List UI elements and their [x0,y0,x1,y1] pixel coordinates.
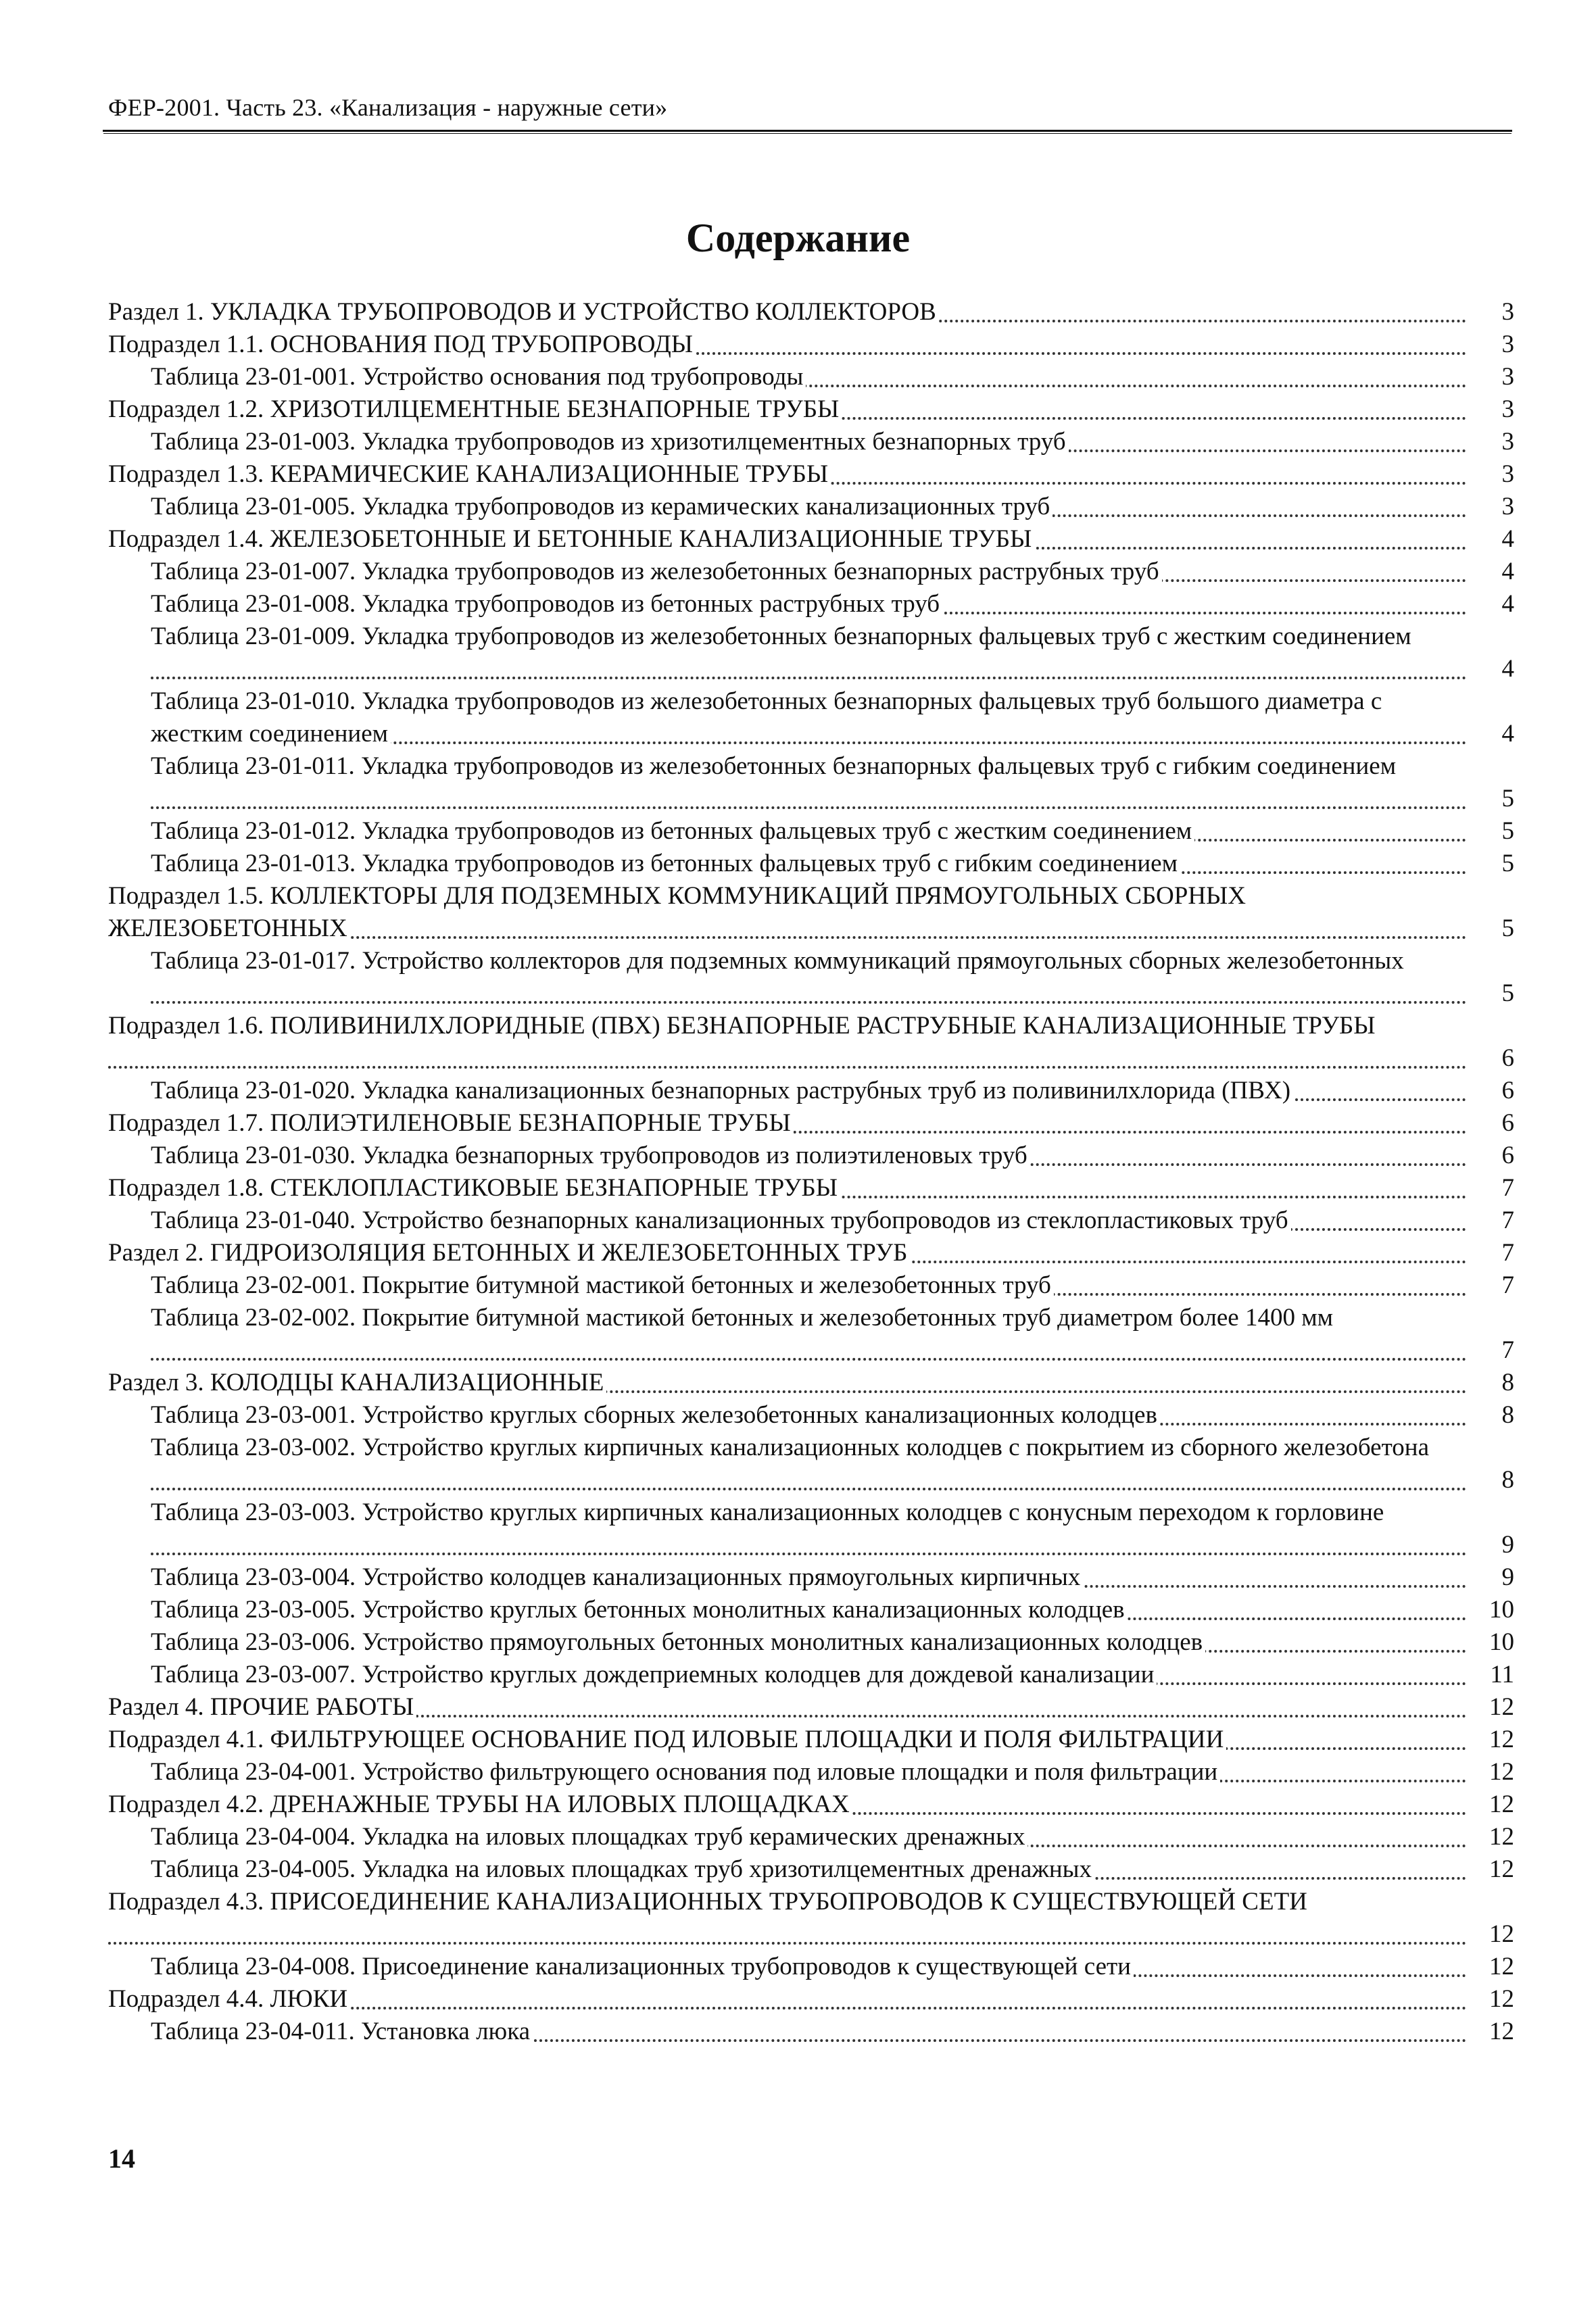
toc-entry-page: 12 [1489,1693,1514,1721]
toc-entry-page: 6 [1501,1044,1514,1072]
toc-entry [108,1788,1514,1821]
dot-leader [151,806,1467,809]
toc-entry [151,685,1514,750]
toc-entry-text: Раздел 1. УКЛАДКА ТРУБОПРОВОДОВ И УСТРОЙСТВО КОЛЛЕКТОРОВ [108,298,939,326]
toc-entry [151,848,1514,880]
toc-entry [151,361,1514,393]
toc-entry-page: 3 [1501,493,1514,520]
toc-entry-text: Подраздел 4.1. ФИЛЬТРУЮЩЕЕ ОСНОВАНИЕ ПОД ИЛОВЫЕ ПЛОЩАДКИ И ПОЛЯ ФИЛЬТРАЦИИ [108,1726,1226,1753]
toc-entry [151,1302,1514,1367]
toc-entry [108,1237,1514,1269]
toc-entry [108,296,1514,328]
toc-entry [151,1756,1514,1788]
toc-entry-page: 4 [1501,525,1514,553]
toc-entry-text: Таблица 23-02-001. Покрытие битумной мастикой бетонных и железобетонных труб [151,1271,1054,1299]
toc-entry-text: Таблица 23-01-007. Укладка трубопроводов из железобетонных безнапорных раструбных труб [151,558,1162,585]
toc-entry-text: Таблица 23-03-006. Устройство прямоугольных бетонных монолитных канализационных колодцев [151,1628,1205,1656]
toc-entry [108,328,1514,361]
toc-entry-text: Подраздел 1.2. ХРИЗОТИЛЦЕМЕНТНЫЕ БЕЗНАПОРНЫЕ ТРУБЫ [108,395,842,423]
toc-entry-page: 12 [1489,1823,1514,1851]
toc-entry [151,1853,1514,1886]
toc-entry [108,1107,1514,1140]
toc-entry-text: Подраздел 1.7. ПОЛИЭТИЛЕНОВЫЕ БЕЗНАПОРНЫЕ ТРУБЫ [108,1109,794,1137]
toc-entry-text: Таблица 23-03-003. Устройство круглых кирпичных канализационных колодцев с конусным переходом к горловине [151,1498,1386,1526]
toc-entry-page: 7 [1501,1207,1514,1234]
toc-entry [108,1983,1514,2016]
toc-entry [151,750,1514,815]
toc-entry [151,1432,1514,1496]
toc-entry-text: Таблица 23-01-005. Укладка трубопроводов из керамических канализационных труб [151,493,1053,520]
toc-entry-page: 10 [1489,1628,1514,1656]
toc-entry [151,1140,1514,1172]
toc-entry [108,458,1514,491]
toc-entry-page: 3 [1501,428,1514,456]
dot-leader [108,1942,1467,1945]
toc-entry-page: 4 [1501,590,1514,618]
toc-entry-page: 7 [1501,1271,1514,1299]
toc-entry-page: 12 [1489,2018,1514,2045]
toc-entry-page: 8 [1501,1466,1514,1494]
toc-entry-page: 12 [1489,1726,1514,1753]
toc-entry-text: Таблица 23-01-001. Устройство основания под трубопроводы [151,363,806,391]
toc-entry [151,1821,1514,1853]
toc-entry-page: 7 [1501,1174,1514,1202]
toc-entry-text: Таблица 23-01-017. Устройство коллекторов для подземных коммуникаций прямоугольных сборных железобетонных [151,947,1407,975]
toc-entry [151,556,1514,588]
toc-entry [151,2016,1514,2048]
page-number: 14 [108,2143,135,2174]
dot-leader [151,1488,1467,1490]
toc-entry-page: 3 [1501,460,1514,488]
toc-entry-page: 3 [1501,395,1514,423]
toc-entry-page: 4 [1501,720,1514,748]
toc-entry-page: 6 [1501,1109,1514,1137]
toc-entry-text: Таблица 23-03-007. Устройство круглых дождеприемных колодцев для дождевой канализации [151,1661,1157,1688]
toc-entry-page: 9 [1501,1563,1514,1591]
toc-entry-text: Таблица 23-04-008. Присоединение канализационных трубопроводов к существующей сети [151,1953,1134,1980]
dot-leader [151,1553,1467,1555]
toc-entry-text: Подраздел 1.4. ЖЕЛЕЗОБЕТОННЫЕ И БЕТОННЫЕ КАНАЛИЗАЦИОННЫЕ ТРУБЫ [108,525,1034,553]
toc-entry [151,1951,1514,1983]
toc-entry-text: Таблица 23-01-008. Укладка трубопроводов из бетонных раструбных труб [151,590,942,618]
toc-entry-text: Таблица 23-01-020. Укладка канализационных безнапорных раструбных труб из поливинилхлорида (ПВХ) [151,1077,1293,1104]
toc-entry [151,815,1514,848]
toc-entry-page: 5 [1501,979,1514,1007]
toc-entry-page: 12 [1489,1920,1514,1948]
toc-entry-text: Таблица 23-03-001. Устройство круглых сборных железобетонных канализационных колодцев [151,1401,1160,1429]
toc-entry-text: Раздел 3. КОЛОДЦЫ КАНАЛИЗАЦИОННЫЕ [108,1369,606,1396]
toc-entry-text: Подраздел 4.4. ЛЮКИ [108,1985,350,2013]
toc-entry-text: Раздел 4. ПРОЧИЕ РАБОТЫ [108,1693,416,1721]
toc-entry-text: Подраздел 1.5. КОЛЛЕКТОРЫ ДЛЯ ПОДЗЕМНЫХ КОММУНИКАЦИЙ ПРЯМОУГОЛЬНЫХ СБОРНЫХ ЖЕЛЕЗОБЕТОННЫХ [108,882,1247,942]
toc-entry-page: 7 [1501,1239,1514,1267]
toc-entry-page: 12 [1489,1985,1514,2013]
toc-entry [151,1659,1514,1691]
toc-entry-page: 9 [1501,1531,1514,1559]
toc-entry-page: 10 [1489,1596,1514,1624]
toc-entry-text: Подраздел 4.3. ПРИСОЕДИНЕНИЕ КАНАЛИЗАЦИОННЫХ ТРУБОПРОВОДОВ К СУЩЕСТВУЮЩЕЙ СЕТИ [108,1888,1310,1916]
toc-entry [108,880,1514,945]
toc-entry-text: Подраздел 1.3. КЕРАМИЧЕСКИЕ КАНАЛИЗАЦИОННЫЕ ТРУБЫ [108,460,831,488]
toc-entry-text: Таблица 23-01-040. Устройство безнапорных канализационных трубопроводов из стеклопластиковых труб [151,1207,1291,1234]
toc-entry-text: Таблица 23-01-011. Укладка трубопроводов из железобетонных безнапорных фальцевых труб с гибким соединением [151,752,1399,780]
toc-entry-text: Таблица 23-04-004. Укладка на иловых площадках труб керамических дренажных [151,1823,1027,1851]
toc-entry-text: Таблица 23-03-005. Устройство круглых бетонных монолитных канализационных колодцев [151,1596,1128,1624]
toc-entry-page: 6 [1501,1142,1514,1169]
toc-title: Содержание [685,216,911,260]
toc-entry [108,1010,1514,1075]
toc-entry [151,1075,1514,1107]
toc-entry [108,1367,1514,1399]
toc-entry [108,1724,1514,1756]
toc-entry [151,1594,1514,1626]
toc-entry [151,620,1514,685]
toc-entry-page: 11 [1490,1661,1514,1688]
toc-entry [108,1691,1514,1724]
toc-entry-text: Подраздел 1.8. СТЕКЛОПЛАСТИКОВЫЕ БЕЗНАПОРНЫЕ ТРУБЫ [108,1174,840,1202]
toc-entry-page: 8 [1501,1401,1514,1429]
toc-entry-text: Таблица 23-01-012. Укладка трубопроводов из бетонных фальцевых труб с жестким соединением [151,817,1194,845]
toc-entry-text: Подраздел 1.6. ПОЛИВИНИЛХЛОРИДНЫЕ (ПВХ) БЕЗНАПОРНЫЕ РАСТРУБНЫЕ КАНАЛИЗАЦИОННЫЕ ТРУБЫ [108,1012,1378,1040]
toc-entry [151,1626,1514,1659]
toc-entry-text: Таблица 23-01-013. Укладка трубопроводов из бетонных фальцевых труб с гибким соединением [151,850,1180,877]
toc-entry-page: 4 [1501,655,1514,683]
toc-entry-page: 12 [1489,1790,1514,1818]
toc-entry-text: Подраздел 4.2. ДРЕНАЖНЫЕ ТРУБЫ НА ИЛОВЫХ ПЛОЩАДКАХ [108,1790,852,1818]
toc-entry [151,1269,1514,1302]
toc-entry-page: 12 [1489,1758,1514,1786]
toc-entry-page: 5 [1501,785,1514,812]
toc-entry-text: Таблица 23-01-003. Укладка трубопроводов из хризотилцементных безнапорных труб [151,428,1069,456]
running-header: ФЕР-2001. Часть 23. «Канализация - наружные сети» [108,94,668,121]
toc-entry-page: 5 [1501,817,1514,845]
toc-entry [151,945,1514,1010]
toc-entry-text: Таблица 23-04-001. Устройство фильтрующего основания под иловые площадки и поля фильтрации [151,1758,1220,1786]
toc-entry-text: Раздел 2. ГИДРОИЗОЛЯЦИЯ БЕТОННЫХ И ЖЕЛЕЗОБЕТОННЫХ ТРУБ [108,1239,910,1267]
toc-entry-text: Таблица 23-04-011. Установка люка [151,2018,533,2045]
toc-entry-text: Таблица 23-02-002. Покрытие битумной мастикой бетонных и железобетонных труб диаметром более 1400 мм [151,1304,1336,1332]
toc-entry-page: 7 [1501,1336,1514,1364]
table-of-contents [108,296,1514,2048]
toc-entry [108,393,1514,426]
toc-entry [151,1561,1514,1594]
toc-entry-text: Таблица 23-01-010. Укладка трубопроводов из железобетонных безнапорных фальцевых труб большого диаметра с жестким соединением [151,687,1382,748]
header-rule [103,130,1512,132]
toc-entry-page: 12 [1489,1953,1514,1980]
toc-entry-page: 3 [1501,298,1514,326]
dot-leader [151,1001,1467,1004]
toc-entry [151,1496,1514,1561]
toc-entry-text: Таблица 23-01-009. Укладка трубопроводов из железобетонных безнапорных фальцевых труб с жестким соединением [151,623,1414,650]
toc-entry-page: 6 [1501,1077,1514,1104]
toc-entry-page: 3 [1501,363,1514,391]
toc-entry-text: Подраздел 1.1. ОСНОВАНИЯ ПОД ТРУБОПРОВОДЫ [108,331,696,358]
toc-entry [151,491,1514,523]
toc-entry [108,1172,1514,1204]
toc-entry [108,1886,1514,1951]
toc-entry-page: 12 [1489,1855,1514,1883]
dot-leader [108,1066,1467,1069]
toc-entry [151,426,1514,458]
toc-entry-page: 3 [1501,331,1514,358]
toc-entry-text: Таблица 23-03-004. Устройство колодцев канализационных прямоугольных кирпичных [151,1563,1083,1591]
toc-entry-page: 8 [1501,1369,1514,1396]
toc-entry [151,1399,1514,1432]
toc-entry-text: Таблица 23-04-005. Укладка на иловых площадках труб хризотилцементных дренажных [151,1855,1094,1883]
toc-entry [108,523,1514,556]
toc-entry-page: 4 [1501,558,1514,585]
toc-entry-page: 5 [1501,850,1514,877]
toc-entry-text: Таблица 23-03-002. Устройство круглых кирпичных канализационных колодцев с покрытием из сборного железобетона [151,1434,1432,1461]
toc-entry [151,1204,1514,1237]
toc-entry [151,588,1514,620]
dot-leader [151,1358,1467,1361]
dot-leader [151,677,1467,679]
toc-entry-text: Таблица 23-01-030. Укладка безнапорных трубопроводов из полиэтиленовых труб [151,1142,1030,1169]
toc-entry-page: 5 [1501,915,1514,942]
